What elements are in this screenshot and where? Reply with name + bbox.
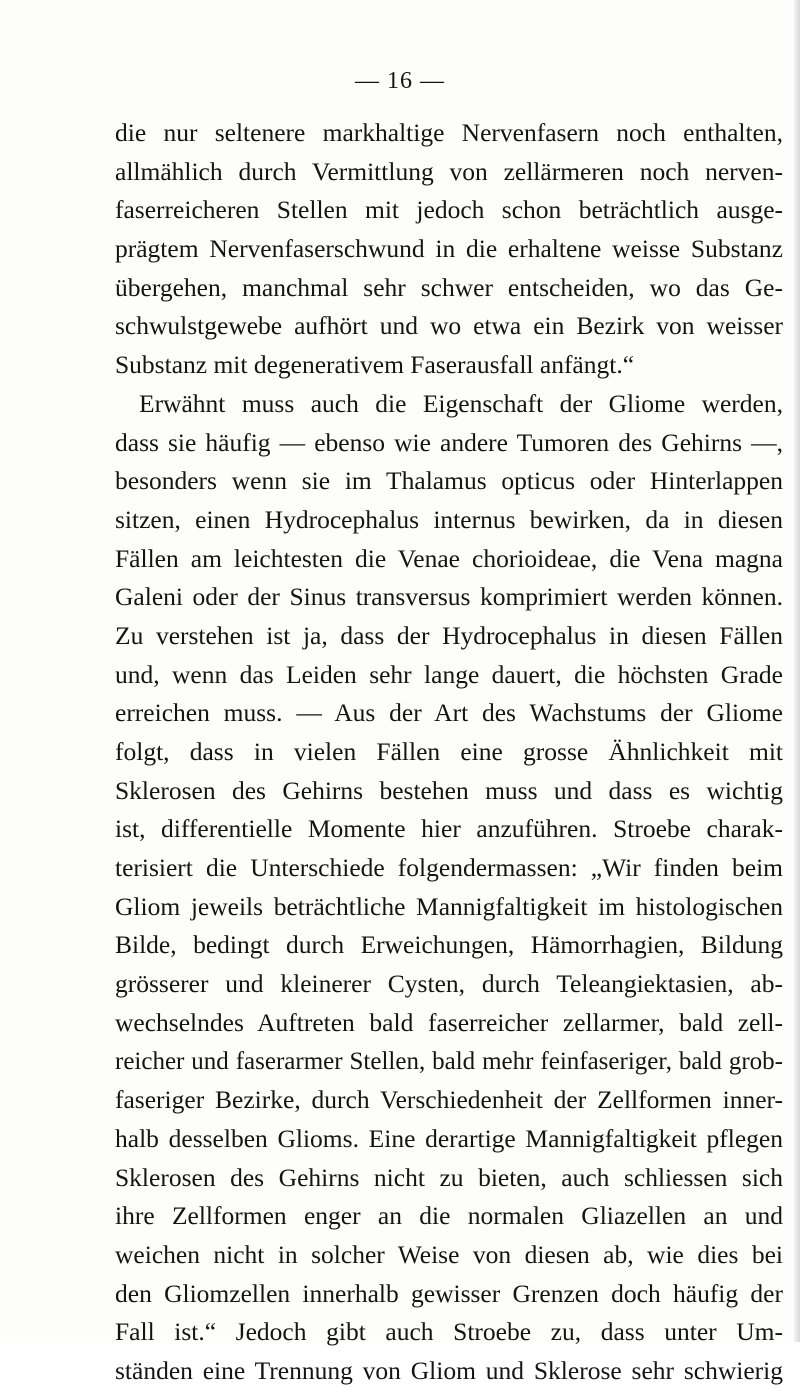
text-line: terisiert die Unterschiede folgendermassen: „Wir finden beim: [115, 853, 783, 883]
text-line: ihre Zellformen enger an die normalen Gliazellen an und: [115, 1201, 783, 1231]
text-line: Erwähnt muss auch die Eigenschaft der Gliome werden,: [139, 388, 783, 418]
text-line: die nur seltenere markhaltige Nervenfasern noch enthalten,: [115, 118, 783, 147]
text-line: Fällen am leichtesten die Venae chorioideae, die Vena magna: [115, 543, 783, 573]
page-number: — 16 —: [355, 68, 445, 94]
text-line: Galeni oder der Sinus transversus komprimiert werden können.: [115, 582, 783, 612]
text-line: dass sie häufig — ebenso wie andere Tumoren des Gehirns —,: [115, 427, 783, 457]
text-line: faserreicheren Stellen mit jedoch schon beträchtlich ausge-: [115, 195, 783, 225]
text-line: erreichen muss. — Aus der Art des Wachstums der Gliome: [115, 698, 783, 728]
text-line: faseriger Bezirke, durch Verschiedenheit der Zellformen inner-: [115, 1085, 783, 1115]
text-line: halb desselben Glioms. Eine derartige Mannigfaltigkeit pflegen: [115, 1123, 783, 1153]
text-line: Gliom jeweils beträchtliche Mannigfaltigkeit im histologischen: [115, 891, 783, 921]
text-line: Bilde, bedingt durch Erweichungen, Hämorrhagien, Bildung: [115, 930, 783, 960]
text-line: Fall ist.“ Jedoch gibt auch Stroebe zu, dass unter Um-: [115, 1317, 783, 1347]
body-text: [115, 114, 783, 1391]
text-line: Sklerosen des Gehirns bestehen muss und dass es wichtig: [115, 775, 783, 805]
text-line: reicher und faserarmer Stellen, bald mehr feinfaseriger, bald grob-: [115, 1047, 783, 1075]
text-line: besonders wenn sie im Thalamus opticus oder Hinterlappen: [115, 466, 783, 496]
text-line: Zu verstehen ist ja, dass der Hydrocephalus in diesen Fällen: [115, 620, 783, 650]
text-line: allmählich durch Vermittlung von zellärmeren noch nerven-: [115, 156, 783, 186]
text-line: Sklerosen des Gehirns nicht zu bieten, auch schliessen sich: [115, 1162, 783, 1192]
text-line: wechselndes Auftreten bald faserreicher zellarmer, bald zell-: [115, 1007, 783, 1037]
text-line: und, wenn das Leiden sehr lange dauert, die höchsten Grade: [115, 659, 783, 689]
text-line: weichen nicht in solcher Weise von diesen ab, wie dies bei: [115, 1239, 783, 1269]
text-line: folgt, dass in vielen Fällen eine grosse Ähnlichkeit mit: [115, 737, 783, 766]
text-line: prägtem Nervenfaserschwund in die erhaltene weisse Substanz: [115, 234, 783, 264]
text-line: übergehen, manchmal sehr schwer entscheiden, wo das Ge-: [115, 272, 783, 302]
text-line: ständen eine Trennung von Gliom und Sklerose sehr schwierig: [115, 1356, 783, 1385]
text-line: grösserer und kleinerer Cysten, durch Teleangiektasien, ab-: [115, 969, 783, 999]
text-line: schwulstgewebe aufhört und wo etwa ein Bezirk von weisser: [115, 311, 783, 341]
text-line: den Gliomzellen innerhalb gewisser Grenzen doch häufig der: [115, 1278, 783, 1308]
text-line: Substanz mit degenerativem Faserausfall anfängt.“: [115, 350, 635, 380]
text-line: sitzen, einen Hydrocephalus internus bewirken, da in diesen: [115, 504, 783, 534]
text-line: ist, differentielle Momente hier anzuführen. Stroebe charak-: [115, 814, 783, 844]
page-edge-shadow: [794, 0, 800, 1342]
